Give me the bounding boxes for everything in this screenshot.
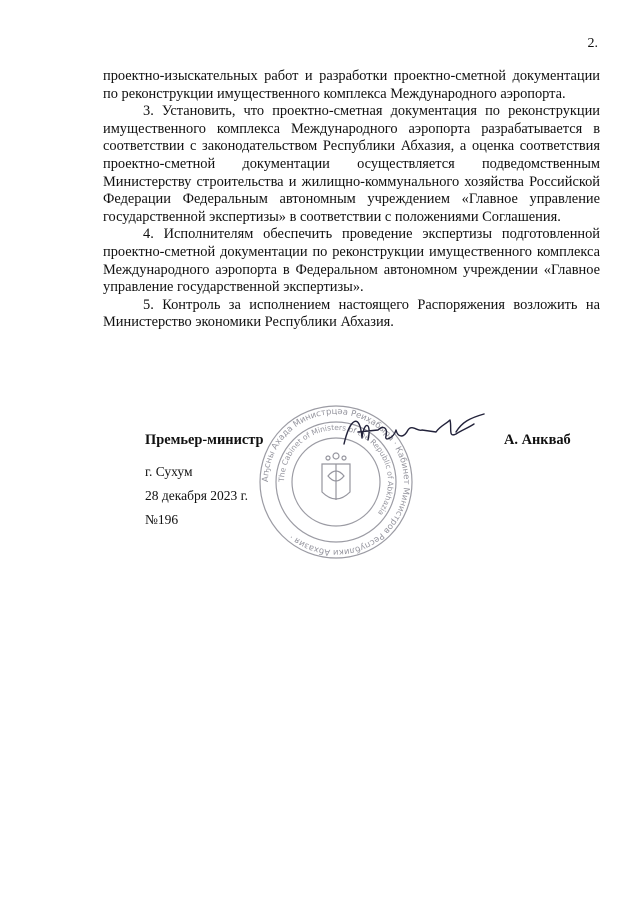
signature-block xyxy=(0,380,640,580)
paragraph-continuation: проектно-изыскательных работ и разработки проектно-сметной документации по реконструкции имущественного комплекса Международного аэропорта. xyxy=(103,68,600,102)
city-line: г. Сухум xyxy=(145,464,193,479)
paragraph-item-5: 5. Контроль за исполнением настоящего Распоряжения возложить на Министерство экономики Республики Абхазия. xyxy=(103,296,600,331)
document-number: №196 xyxy=(145,512,179,527)
seal-inner-text: The Cabinet of Ministers of the Republic of Abkhazia xyxy=(276,422,396,518)
seal-outer-text: Аҧсны Ахада Министрцәа Реиҳабыра · Кабинет Министров Республики Абхазия · xyxy=(260,406,412,558)
handwritten-signature xyxy=(338,408,490,456)
prime-minister-title: Премьер-министр xyxy=(145,432,264,448)
paragraph-item-4: 4. Исполнителям обеспечить проведение экспертизы подготовленной проектно-сметной документации по реконструкции имущественного комплекса Международного аэропорта в Федеральном автономном учреждении «Главное управление государственной экспертизы». xyxy=(103,226,600,296)
page-number: 2. xyxy=(587,36,598,51)
prime-minister-name: А. Анкваб xyxy=(504,432,571,448)
paragraph-item-3: 3. Установить, что проектно-сметная документация по реконструкции имущественного комплекса Международного аэропорта разрабатывается в соответствии с законодательством Республики Абхазия, а оценка соответствия проектно-сметной документации осуществляется подведомственным Министерству строительства и жилищно-коммунального хозяйства Российской Федерации Федеральным автономным учреждением «Главное управление государственной экспертизы» в соответствии с положениями Соглашения. xyxy=(103,103,600,225)
date-line: 28 декабря 2023 г. xyxy=(145,488,249,503)
coat-of-arms-icon xyxy=(322,453,350,500)
document-body xyxy=(103,68,600,332)
